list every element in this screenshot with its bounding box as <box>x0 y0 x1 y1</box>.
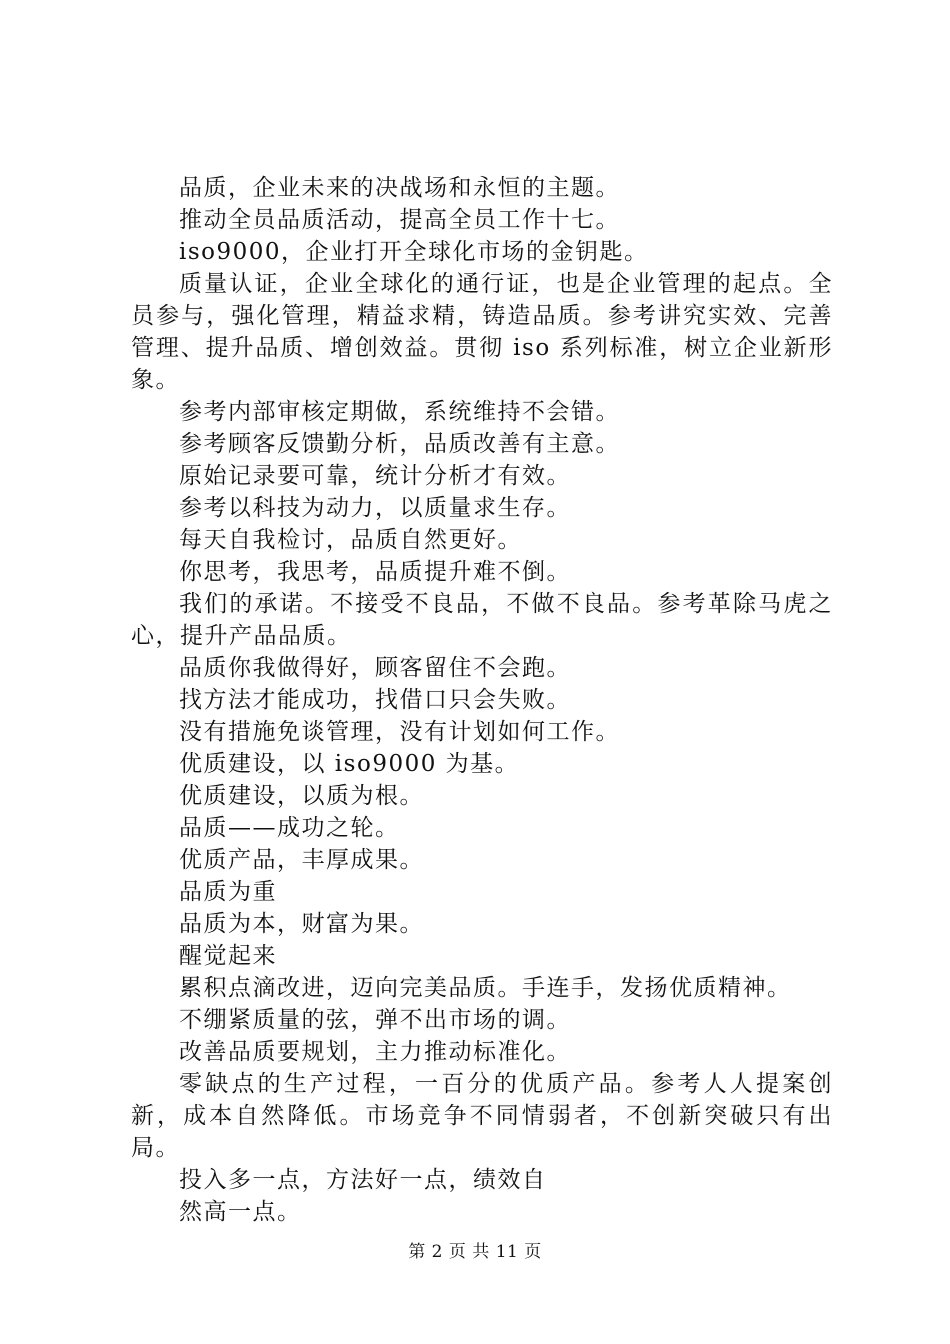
paragraph: 你思考，我思考，品质提升难不倒。 <box>179 559 571 585</box>
paragraph: 每天自我检讨，品质自然更好。 <box>179 527 522 553</box>
paragraph: 推动全员品质活动，提高全员工作十七。 <box>179 207 620 233</box>
paragraph: 投入多一点，方法好一点，绩效自 <box>179 1167 547 1193</box>
document-body <box>131 172 833 1228</box>
paragraph: 改善品质要规划，主力推动标准化。 <box>179 1039 571 1065</box>
paragraph: 原始记录要可靠，统计分析才有效。 <box>179 463 571 489</box>
paragraph: 然高一点。 <box>179 1199 302 1225</box>
paragraph: 质量认证，企业全球化的通行证，也是企业管理的起点。全员参与，强化管理，精益求精，铸造品质。参考讲究实效、完善管理、提升品质、增创效益。贯彻 iso 系列标准，树立企业新形象。 <box>131 271 833 393</box>
page-footer: 第 2 页 共 11 页 <box>408 1242 542 1262</box>
paragraph: 品质，企业未来的决战场和永恒的主题。 <box>179 175 620 201</box>
paragraph: 累积点滴改进，迈向完美品质。手连手，发扬优质精神。 <box>179 975 792 1001</box>
paragraph: 品质——成功之轮。 <box>179 815 400 841</box>
paragraph: 没有措施免谈管理，没有计划如何工作。 <box>179 719 620 745</box>
paragraph: 优质产品，丰厚成果。 <box>179 847 424 873</box>
paragraph: 参考以科技为动力，以质量求生存。 <box>179 495 571 521</box>
paragraph: 不绷紧质量的弦，弹不出市场的调。 <box>179 1007 571 1033</box>
paragraph: 品质为重 <box>179 879 277 905</box>
paragraph: 参考内部审核定期做，系统维持不会错。 <box>179 399 620 425</box>
paragraph: 我们的承诺。不接受不良品，不做不良品。参考革除马虎之心，提升产品品质。 <box>131 591 833 649</box>
paragraph: 醒觉起来 <box>179 943 277 969</box>
paragraph: 优质建设，以 iso9000 为基。 <box>179 751 520 777</box>
paragraph: iso9000，企业打开全球化市场的金钥匙。 <box>179 239 649 265</box>
paragraph: 零缺点的生产过程，一百分的优质产品。参考人人提案创新，成本自然降低。市场竞争不同情弱者，不创新突破只有出局。 <box>131 1071 833 1161</box>
paragraph: 找方法才能成功，找借口只会失败。 <box>179 687 571 713</box>
paragraph: 品质为本，财富为果。 <box>179 911 424 937</box>
paragraph: 优质建设，以质为根。 <box>179 783 424 809</box>
paragraph: 参考顾客反馈勤分析，品质改善有主意。 <box>179 431 620 457</box>
paragraph: 品质你我做得好，顾客留住不会跑。 <box>179 655 571 681</box>
